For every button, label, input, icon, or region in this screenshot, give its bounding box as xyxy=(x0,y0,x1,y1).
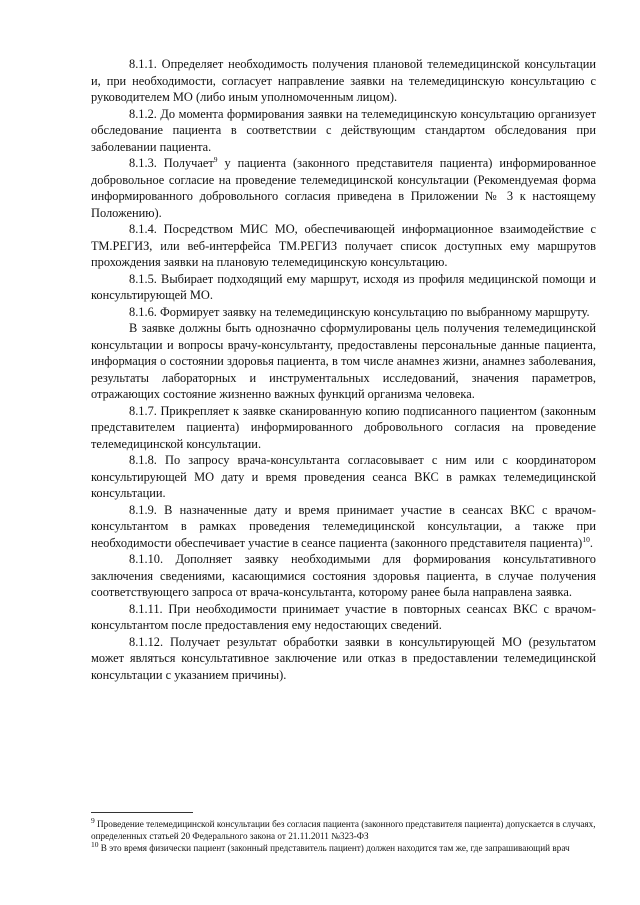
footnote-divider xyxy=(91,812,193,813)
paragraph-8-1-3-end: у пациента (законного представителя пациента) информированное добровольное согласие на проведение телемедицинской консультации (Рекомендуемая форма информированного добровольного согласия приведена в Приложении № 3 к настоящему Положению). xyxy=(91,156,596,220)
paragraph-8-1-1: 8.1.1. Определяет необходимость получения плановой телемедицинской консультации и, при необходимости, согласует направление заявки на телемедицинскую консультацию с руководителем МО (либо иным уполномоченным лицом). xyxy=(91,57,596,104)
paragraph-request-content: В заявке должны быть однозначно сформулированы цель получения телемедицинской консультации и вопросы врачу-консультанту, предоставлены персональные данные пациента, информация о состоянии здоровья пациента, в том числе анамнез жизни, анамнез заболевания, результаты лабораторных и инструментальных исследований, значения параметров, отражающих состояние жизненно важных функций организма человека. xyxy=(91,321,596,401)
paragraph-8-1-2: 8.1.2. До момента формирования заявки на телемедицинскую консультацию организует обследование пациента в соответствии с действующим стандартом обследования при заболевании пациента. xyxy=(91,106,596,154)
footnotes xyxy=(91,815,596,854)
footnote-ref-10[interactable]: 10 xyxy=(582,534,590,544)
paragraph-8-1-3-start: 8.1.3. Получает xyxy=(129,156,214,170)
paragraph-8-1-11: 8.1.11. При необходимости принимает участие в повторных сеансах ВКС с врачом-консультантом после предоставления ему недостающих сведений. xyxy=(91,601,596,632)
footnote-10 xyxy=(91,839,596,854)
footnote-ref-9[interactable]: 9 xyxy=(213,154,218,164)
footnote-mark-10: 10 xyxy=(91,839,99,849)
paragraph-8-1-5: 8.1.5. Выбирает подходящий ему маршрут, исходя из профиля медицинской помощи и консультирующей МО. xyxy=(91,271,596,302)
paragraph-8-1-6: 8.1.6. Формирует заявку на телемедицинскую консультацию по выбранному маршруту. xyxy=(129,304,590,319)
paragraph-8-1-8: 8.1.8. По запросу врача-консультанта согласовывает с ним или с координатором консультирующей МО дату и время проведения сеанса ВКС в рамках телемедицинской консультации. xyxy=(91,453,596,500)
document-body xyxy=(91,56,596,683)
paragraph-8-1-9-start: 8.1.9. В назначенные дату и время принимает участие в сеансах ВКС с врачом-консультантом в рамках проведения телемедицинской консультации, а также при необходимости обеспечивает участие в сеансе пациента (законного представителя пациента) xyxy=(91,502,596,550)
footnote-mark-9: 9 xyxy=(91,815,95,825)
paragraph-8-1-9 xyxy=(91,502,596,552)
paragraph-8-1-4: 8.1.4. Посредством МИС МО, обеспечивающей информационное взаимодействие с ТМ.РЕГИЗ, или веб-интерфейса ТМ.РЕГИЗ получает список доступных ему маршрутов прохождения заявки на плановую телемедицинскую консультацию. xyxy=(91,222,596,269)
footnote-9 xyxy=(91,815,596,842)
paragraph-8-1-10: 8.1.10. Дополняет заявку необходимыми для формирования консультативного заключения сведениями, касающимися состояния здоровья пациента, в случае получения соответствующего запроса от врача-консультанта, которому ранее была направлена заявка. xyxy=(91,552,596,599)
paragraph-8-1-12: 8.1.12. Получает результат обработки заявки в консультирующей МО (результатом может являться консультативное заключение или отказ в предоставлении телемедицинской консультации с указанием причины). xyxy=(91,634,596,682)
footnote-10-text: В это время физически пациент (законный представитель пациент) должен находится там же, где запрашивающий врач xyxy=(100,843,570,853)
footnote-9-text: Проведение телемедицинской консультации без согласия пациента (законного представителя пациента) допускается в случаях, определенных статьей 20 Федерального закона от 21.11.2011 №323-ФЗ xyxy=(91,819,596,841)
paragraph-8-1-9-end: . xyxy=(589,535,593,550)
paragraph-8-1-3 xyxy=(91,155,596,221)
paragraph-8-1-7: 8.1.7. Прикрепляет к заявке сканированную копию подписанного пациентом (законным представителем пациента) информированного добровольного согласия на проведение телемедицинской консультации. xyxy=(91,403,596,451)
